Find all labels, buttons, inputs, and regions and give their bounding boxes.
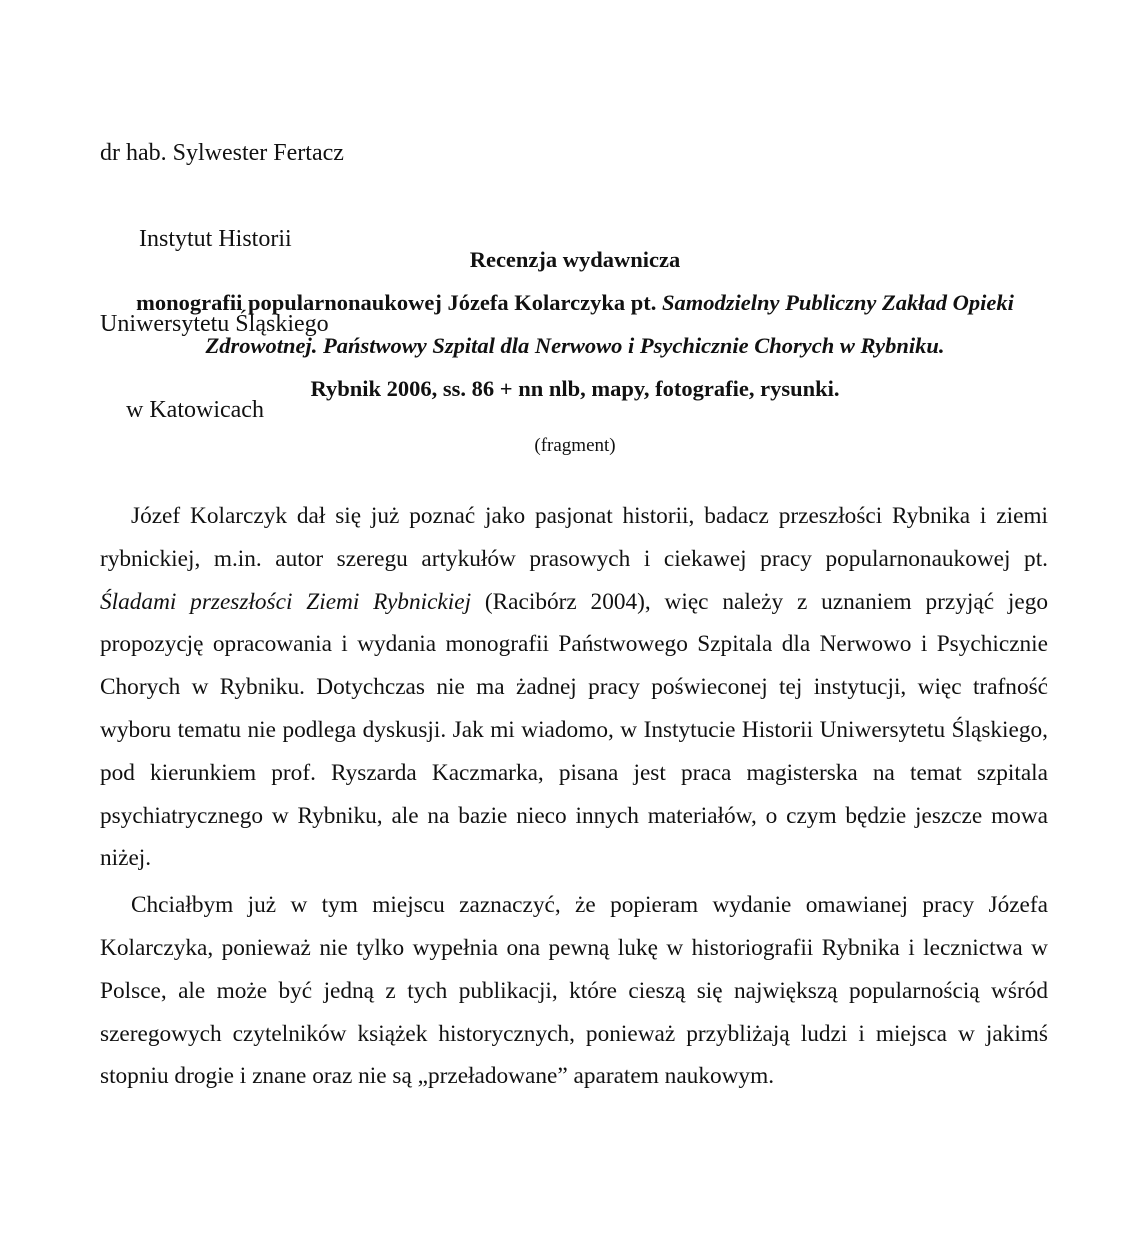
heading-line-last: Rybnik 2006, ss. 86 + nn nlb, mapy, fotografie, rysunki.	[310, 376, 840, 401]
author-name: dr hab. Sylwester Fertacz	[100, 140, 344, 166]
review-heading	[100, 238, 1050, 410]
paragraph-1-book-title: Śladami przeszłości Ziemi Rybnickiej	[100, 588, 472, 615]
paragraph-1-part-1: Józef Kolarczyk dał się już poznać jako pasjonat historii, badacz przeszłości Rybnika i ziemi rybnickiej, m.in. autor szeregu artykułów prasowych i ciekawej pracy popularnonaukowej pt.	[100, 503, 1048, 572]
heading-line-1: Recenzja wydawnicza	[469, 247, 681, 272]
author-institute: Instytut Historii	[139, 225, 292, 252]
fragment-note: (fragment)	[534, 435, 616, 456]
heading-book-title: Samodzielny Publiczny Zakład Opieki Zdrowotnej. Państwowy Szpital dla Nerwowo i Psychicznie Chorych w Rybniku.	[205, 290, 1014, 358]
paragraph-2: Chciałbym już w tym miejscu zaznaczyć, że popieram wydanie omawianej pracy Józefa Kolarczyka, ponieważ nie tylko wypełnia ona pewną lukę w historiografii Rybnika i lecznictwa w Polsce, ale może być jedną z tych publikacji, które cieszą się największą popularnością wśród szeregowych czytelników książek historycznych, ponieważ przybliżają ludzi i miejsca w jakimś stopniu drogie i znane oraz nie są „przeładowane” aparatem naukowym.	[100, 892, 1048, 1090]
paragraph-1	[100, 495, 1048, 880]
author-university: Uniwersytetu Śląskiego	[100, 311, 329, 337]
author-city: w Katowicach	[126, 396, 264, 423]
heading-line-2	[100, 281, 1050, 367]
heading-prefix: monografii popularnonaukowej Józefa Kolarczyka pt.	[136, 290, 662, 315]
review-body	[100, 495, 1048, 1102]
paragraph-1-part-2: (Racibórz 2004), więc należy z uznaniem przyjąć jego propozycję opracowania i wydania monografii Państwowego Szpitala dla Nerwowo i Psychicznie Chorych w Rybniku. Dotychczas nie ma żadnej pracy poświeconej tej instytucji, więc trafność wyboru tematu nie podlega dyskusji. Jak mi wiadomo, w Instytucie Historii Uniwersytetu Śląskiego, pod kierunkiem prof. Ryszarda Kaczmarka, pisana jest praca magisterska na temat szpitala psychiatrycznego w Rybniku, ale na bazie nieco innych materiałów, o czym będzie jeszcze mowa niżej.	[100, 588, 1048, 872]
